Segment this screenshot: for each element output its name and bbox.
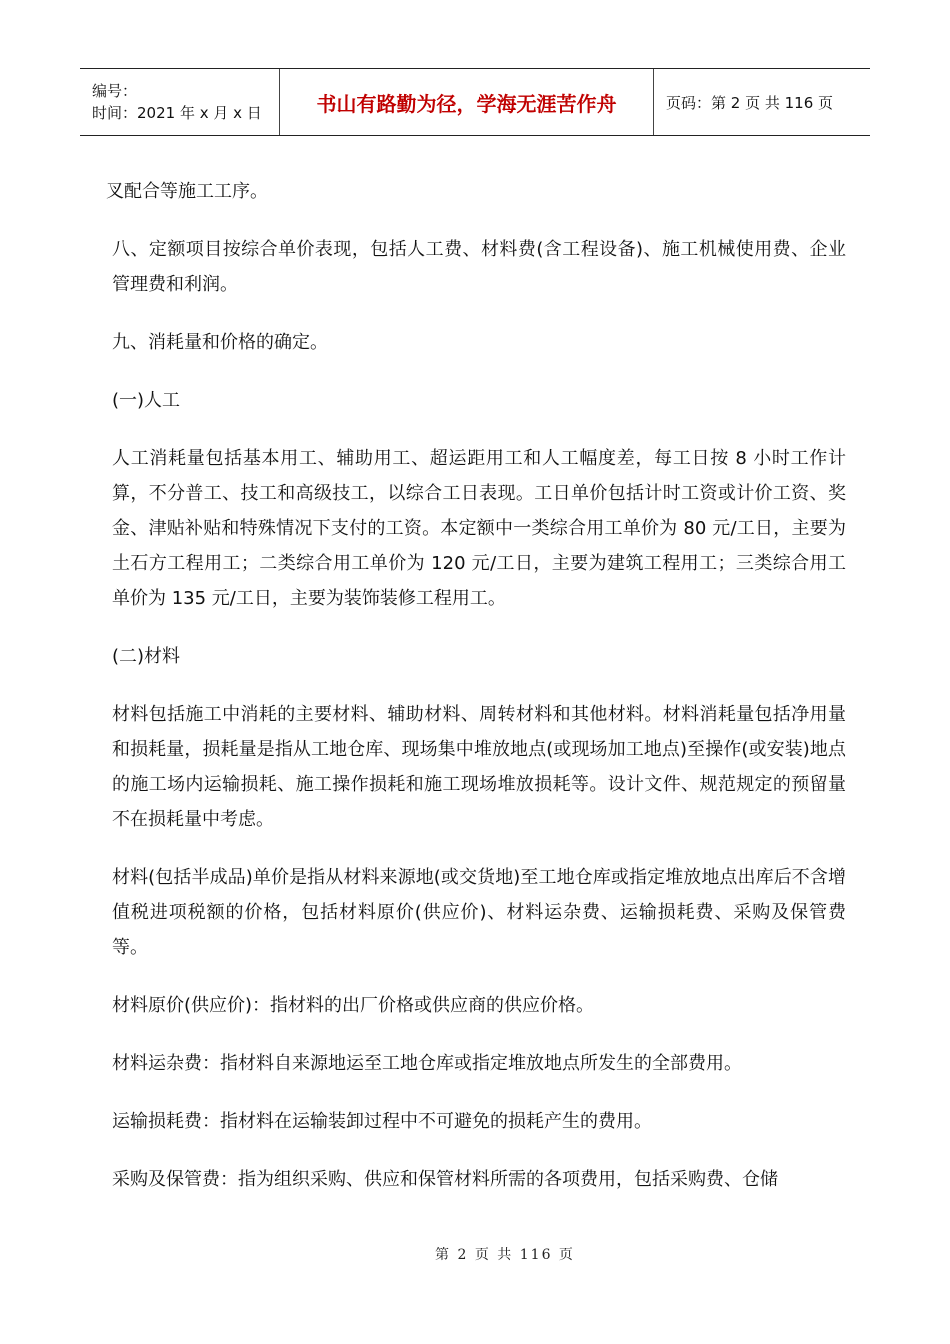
paragraph: 运输损耗费：指材料在运输装卸过程中不可避免的损耗产生的费用。 xyxy=(112,1111,652,1132)
section-heading: 九、消耗量和价格的确定。 xyxy=(112,332,328,353)
document-body xyxy=(106,174,846,1220)
header-table xyxy=(80,68,870,136)
page-footer: 第 2 页 共 116 页 xyxy=(435,1247,575,1263)
subsection-heading: (二)材料 xyxy=(112,646,181,667)
paragraph: 材料运杂费：指材料自来源地运至工地仓库或指定堆放地点所发生的全部费用。 xyxy=(112,1053,742,1074)
paragraph: 材料包括施工中消耗的主要材料、辅助材料、周转材料和其他材料。材料消耗量包括净用量和损耗量，损耗量是指从工地仓库、现场集中堆放地点(或现场加工地点)至操作(或安装)地点的施工场内运输损耗、施工操作损耗和施工现场堆放损耗等。设计文件、规范规定的预留量不在损耗量中考虑。 xyxy=(112,704,846,830)
paragraph: 叉配合等施工工序。 xyxy=(106,181,268,202)
subsection-heading: (一)人工 xyxy=(112,390,181,411)
document-date: 时间：2021 年 x 月 x 日 xyxy=(92,104,262,122)
paragraph: 八、定额项目按综合单价表现，包括人工费、材料费(含工程设备)、施工机械使用费、企业管理费和利润。 xyxy=(112,239,846,295)
document-number-label: 编号： xyxy=(92,82,138,100)
header-motto: 书山有路勤为径，学海无涯苦作舟 xyxy=(316,91,617,116)
header-page-cell xyxy=(654,69,870,135)
paragraph: 材料(包括半成品)单价是指从材料来源地(或交货地)至工地仓库或指定堆放地点出库后不含增值税进项税额的价格，包括材料原价(供应价)、材料运杂费、运输损耗费、采购及保管费等。 xyxy=(112,867,846,958)
paragraph: 材料原价(供应价)：指材料的出厂价格或供应商的供应价格。 xyxy=(112,995,595,1016)
header-motto-cell xyxy=(280,69,654,135)
header-page-number: 页码：第 2 页 共 116 页 xyxy=(666,93,834,112)
paragraph: 采购及保管费：指为组织采购、供应和保管材料所需的各项费用，包括采购费、仓储 xyxy=(112,1169,778,1190)
paragraph: 人工消耗量包括基本用工、辅助用工、超运距用工和人工幅度差，每工日按 8 小时工作计算，不分普工、技工和高级技工，以综合工日表现。工日单价包括计时工资或计价工资、奖金、津贴补贴和特殊情况下支付的工资。本定额中一类综合用工单价为 80 元/工日，主要为土石方工程用工；二类综合用工单价为 120 元/工日，主要为建筑工程用工；三类综合用工单价为 135 元/工日，主要为装饰装修工程用工。 xyxy=(112,448,846,609)
header-meta-cell xyxy=(80,69,280,135)
